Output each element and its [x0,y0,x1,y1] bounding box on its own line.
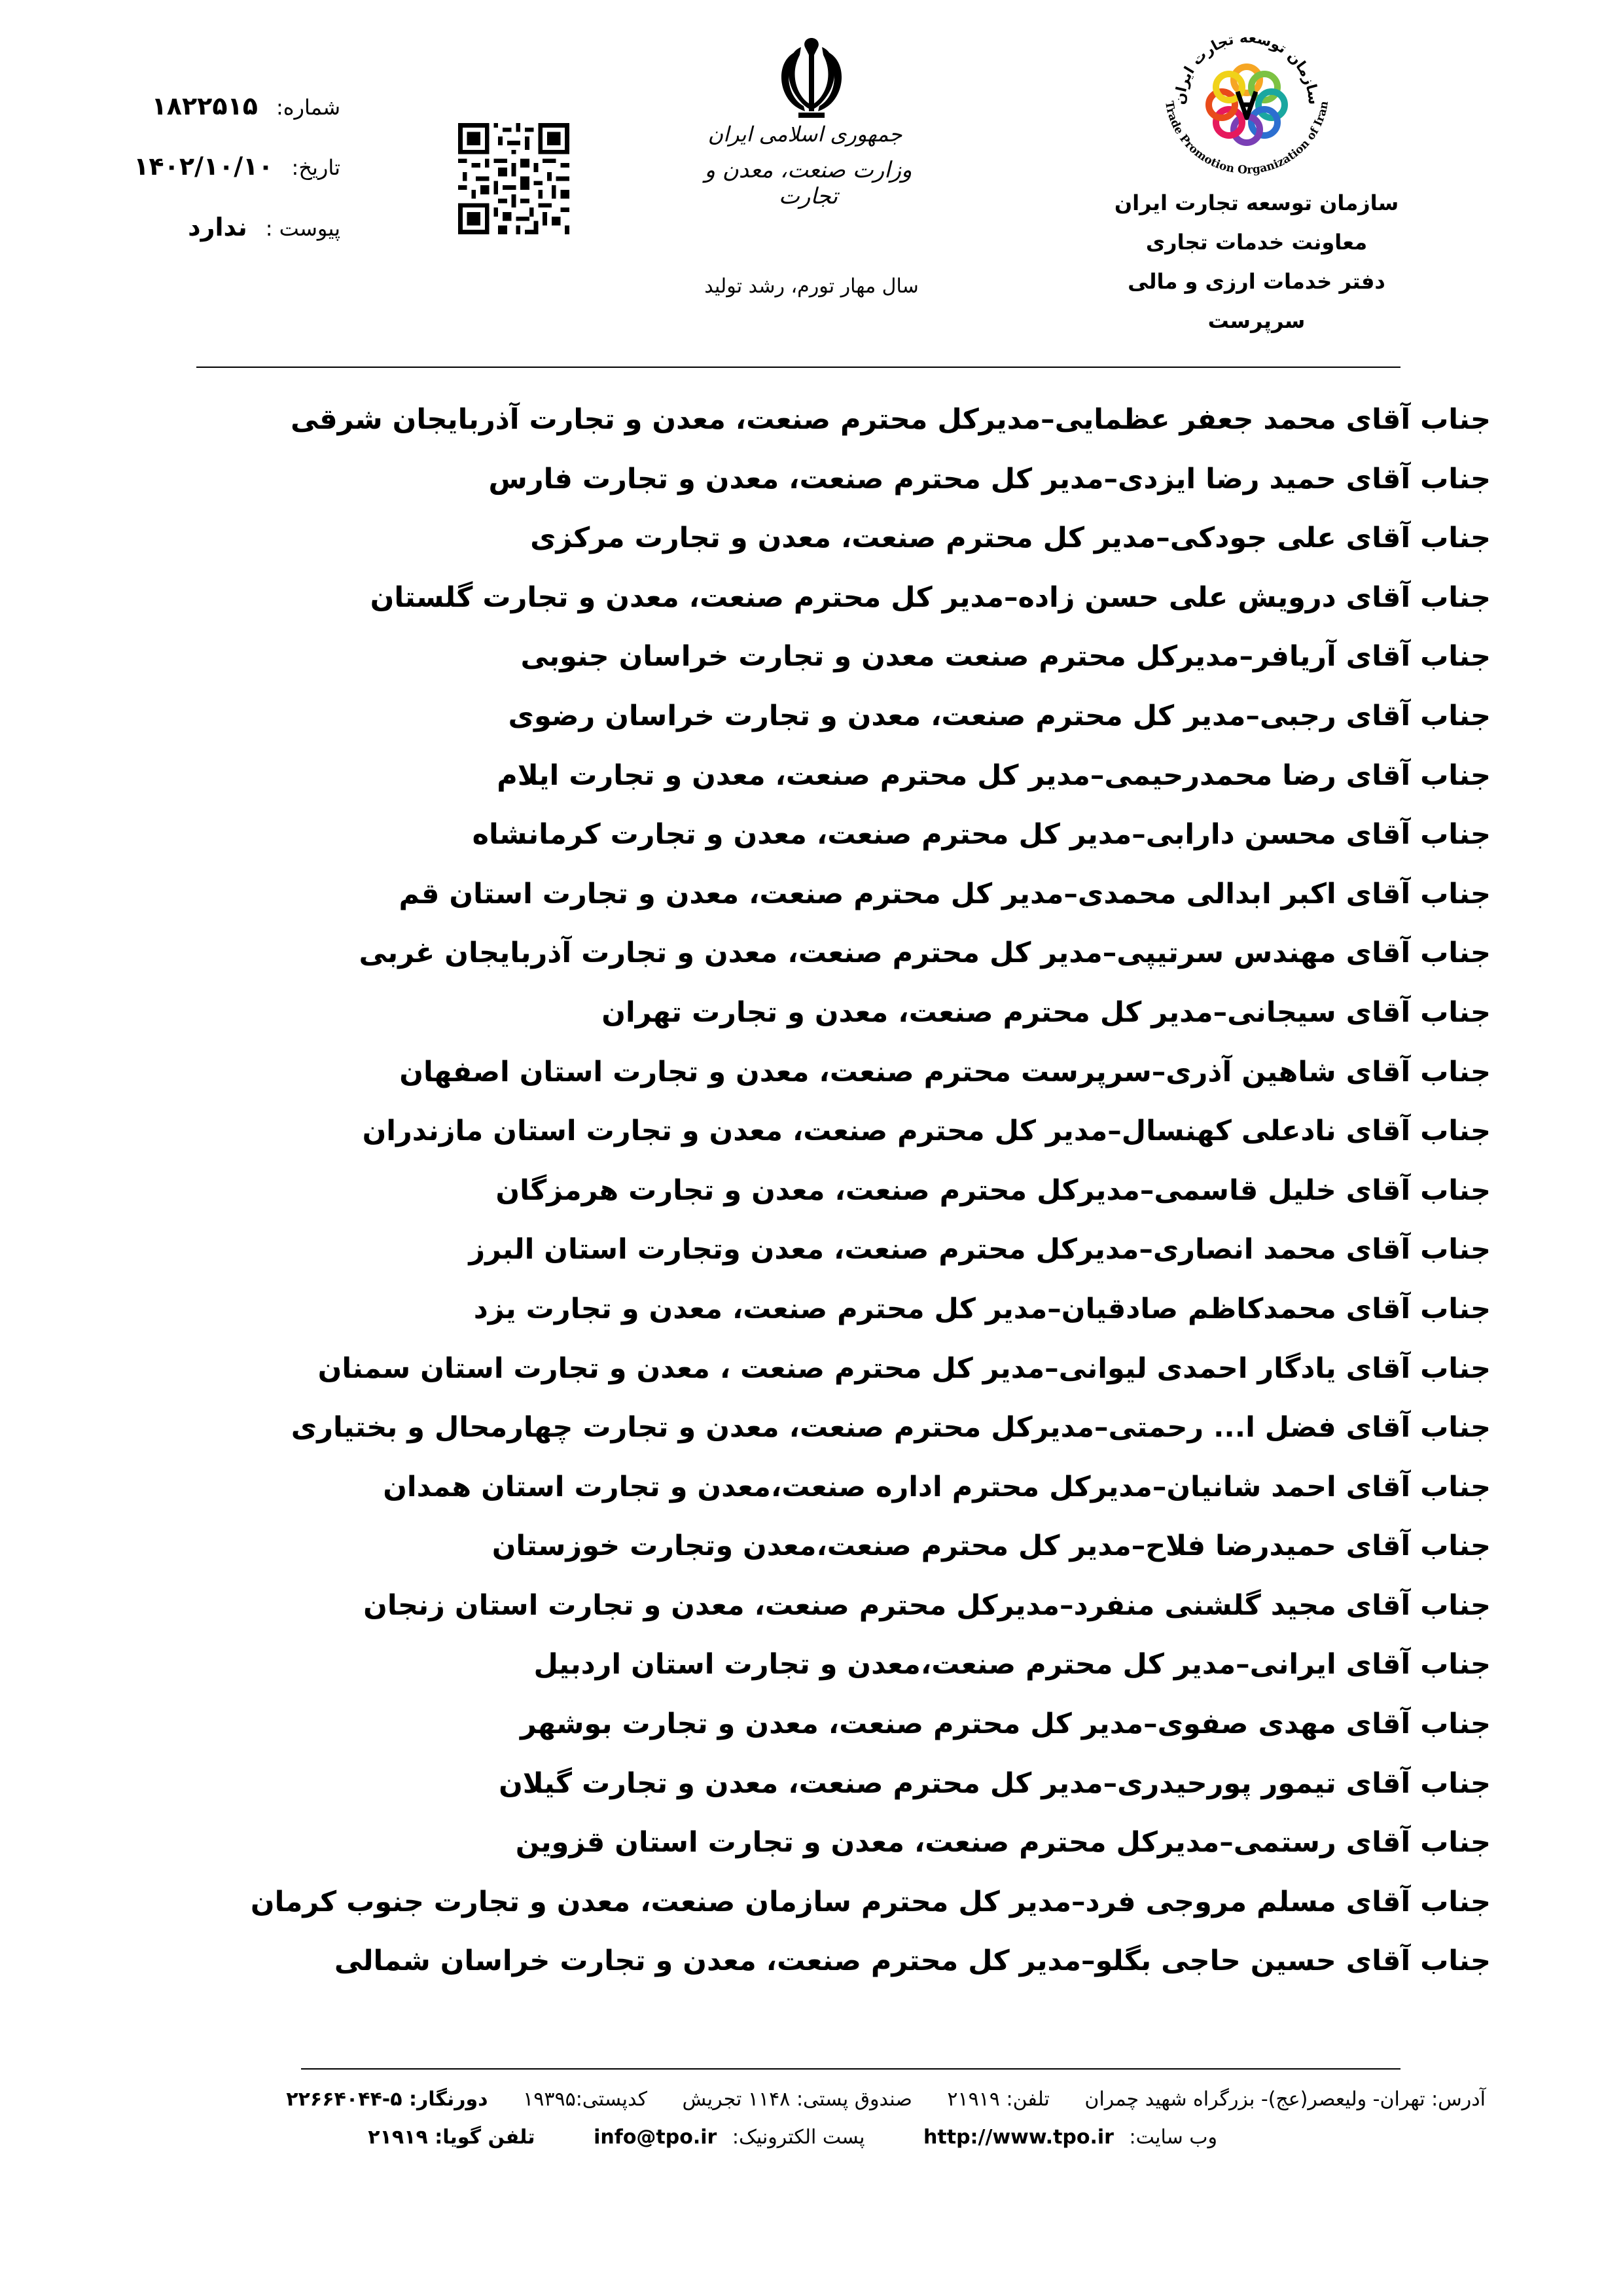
recipient-item: جناب آقای محسن دارابی–مدیر کل محترم صنعت، معدن و تجارت کرمانشاه [472,818,1491,852]
letter-attachment-value: ندارد [188,213,247,242]
tpo-logo-text-fa: سازمان توسعه تجارت ایران [1171,29,1322,106]
header-divider [196,367,1400,368]
letter-date-value: ۱۴۰۲/۱۰/۱۰ [134,152,274,181]
qr-code-icon [458,123,569,234]
tpo-logo-icon [1139,7,1355,183]
footer-website-link[interactable]: http://www.tpo.ir [923,2126,1114,2149]
ministry-name: وزارت صنعت، معدن و تجارت [704,157,912,209]
footer-divider [301,2068,1400,2070]
recipient-item: جناب آقای مهدی صفوی–مدیر کل محترم صنعت، معدن و تجارت بوشهر [520,1708,1491,1741]
recipient-item: جناب آقای شاهین آذری–سرپرست محترم صنعت، معدن و تجارت استان اصفهان [399,1055,1491,1088]
recipient-item: جناب آقای تیمور پورحیدری–مدیر کل محترم صنعت، معدن و تجارت گیلان [499,1767,1491,1800]
recipient-item: جناب آقای آریافر–مدیرکل محترم صنعت معدن و تجارت خراسان جنوبی [520,640,1491,673]
footer-fax: دورنگار: ۵-۲۲۶۶۴۰۴۴ [286,2088,488,2111]
footer-phone: تلفن: ۲۱۹۱۹ [947,2088,1050,2111]
recipient-item: جناب آقای رضا محمدرحیمی–مدیر کل محترم صنعت، معدن و تجارت ایلام [497,759,1491,792]
footer-postal-code: کدپستی:۱۹۳۹۵ [523,2088,647,2111]
signer-role: سرپرست [1207,308,1306,333]
letter-date-label: تاریخ: [291,155,340,180]
country-name: جمهوری اسلامی ایران [707,122,902,147]
recipient-item: جناب آقای محمد جعفر عظمایی–مدیرکل محترم صنعت، معدن و تجارت آذربایجان شرقی [291,403,1491,436]
recipient-item: جناب آقای مهندس سرتیپی–مدیر کل محترم صنعت، معدن و تجارت آذربایجان غربی [359,937,1491,970]
recipient-item: جناب آقای نادعلی کهنسال–مدیر کل محترم صنعت، معدن و تجارت استان مازندران [362,1115,1491,1148]
recipient-item: جناب آقای اکبر ابدالی محمدی–مدیر کل محترم صنعت، معدن و تجارت استان قم [399,877,1491,910]
footer-email-label: پست الکترونیک: [732,2126,865,2149]
tpo-logo-text-en: Trade Promotion Organization of Iran [1162,99,1332,177]
footer-email-link[interactable]: info@tpo.ir [594,2126,717,2149]
footer-web-line [368,2126,1217,2149]
recipient-item: جناب آقای فضل ا... رحمتی–مدیرکل محترم صنعت، معدن و تجارت چهارمحال و بختیاری [291,1411,1491,1444]
recipient-item: جناب آقای حمید رضا ایزدی–مدیر کل محترم صنعت، معدن و تجارت فارس [488,462,1491,495]
letter-number-value: ۱۸۲۲۵۱۵ [151,92,258,120]
letter-number-label: شماره: [276,95,340,120]
organization-block [1113,183,1400,340]
recipient-list [116,390,1491,1991]
recipient-item: جناب آقای محمدکاظم صادقیان–مدیر کل محترم صنعت، معدن و تجارت یزد [473,1292,1491,1325]
recipient-item: جناب آقای حمیدرضا فلاح–مدیر کل محترم صنعت،معدن وتجارت خوزستان [491,1530,1491,1563]
letter-number [152,92,340,120]
recipient-item: جناب آقای رستمی–مدیرکل محترم صنعت، معدن و تجارت استان قزوین [515,1826,1491,1859]
recipient-item: جناب آقای یادگار احمدی لیوانی–مدیر کل محترم صنعت ، معدن و تجارت استان سمنان [317,1352,1491,1385]
letter-attachment [188,213,340,242]
recipient-item: جناب آقای خلیل قاسمی–مدیرکل محترم صنعت، معدن و تجارت هرمزگان [495,1174,1491,1207]
footer-contact-line [286,2088,1486,2111]
recipient-item: جناب آقای علی جودکی–مدیر کل محترم صنعت، معدن و تجارت مرکزی [530,522,1491,555]
letter-attachment-label: پیوست : [265,216,340,241]
iran-emblem-icon [772,33,851,124]
footer-voice-phone: تلفن گویا: ۲۱۹۱۹ [368,2126,535,2149]
recipient-item: جناب آقای حسین حاجی بگلو–مدیر کل محترم صنعت، معدن و تجارت خراسان شمالی [334,1945,1491,1978]
year-slogan: سال مهار تورم، رشد تولید [704,275,919,298]
recipient-item: جناب آقای درویش علی حسن زاده–مدیر کل محترم صنعت، معدن و تجارت گلستان [370,581,1491,614]
recipient-item: جناب آقای ایرانی–مدیر کل محترم صنعت،معدن و تجارت استان اردبیل [533,1648,1491,1681]
recipient-item: جناب آقای مسلم مروجی فرد–مدیر کل محترم سازمان صنعت، معدن و تجارت جنوب کرمان [250,1885,1491,1918]
deputy-name: معاونت خدمات تجاری [1145,230,1368,255]
recipient-item: جناب آقای سیجانی–مدیر کل محترم صنعت، معدن و تجارت تهران [601,996,1491,1029]
office-name: دفتر خدمات ارزی و مالی [1128,269,1385,294]
footer-address: آدرس: تهران- ولیعصر(عج)- بزرگراه شهید چمران [1084,2088,1486,2111]
recipient-item: جناب آقای مجید گلشنی منفرد–مدیرکل محترم صنعت، معدن و تجارت استان زنجان [363,1588,1491,1622]
recipient-item: جناب آقای احمد شانیان–مدیرکل محترم اداره صنعت،معدن و تجارت استان همدان [383,1470,1491,1503]
recipient-item: جناب آقای محمد انصاری–مدیرکل محترم صنعت، معدن وتجارت استان البرز [469,1233,1491,1266]
letter-date [134,152,340,181]
footer-website-label: وب سایت: [1129,2126,1217,2149]
organization-name: سازمان توسعه تجارت ایران [1114,190,1399,215]
footer-po-box: صندوق پستی: ۱۱۴۸ تجریش [682,2088,912,2111]
recipient-item: جناب آقای رجبی–مدیر کل محترم صنعت، معدن و تجارت خراسان رضوی [508,699,1491,732]
